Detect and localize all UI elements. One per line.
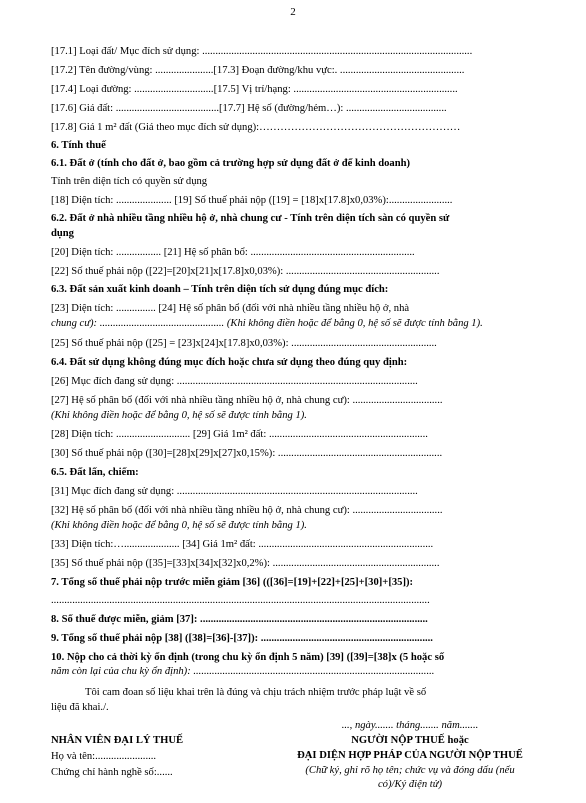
section-6-3-heading: 6.3. Đất sản xuất kinh doanh – Tính trên diện tích sử dụng đúng mục đích: <box>51 284 389 295</box>
field-17-1: [17.1] Loại đất/ Mục đích sử dụng: ...................................................................................................... <box>51 46 473 57</box>
legal-representative-title: ĐẠI DIỆN HỢP PHÁP CỦA NGƯỜI NỘP THUẾ <box>297 750 523 761</box>
section-7-value: ............................................................................................................................................... <box>51 595 430 606</box>
field-18-19: [18] Diện tích: ..................... [19] Số thuế phải nộp ([19] = [18]x[17.8]x0,03%):........................ <box>51 195 453 206</box>
section-6-1-note: Tính trên diện tích có quyền sử dụng <box>51 176 208 187</box>
section-6-5-heading: 6.5. Đất lấn, chiếm: <box>51 467 139 478</box>
agent-title: NHÂN VIÊN ĐẠI LÝ THUẾ <box>51 735 184 746</box>
section-10-note: năm còn lại của chu kỳ ổn định): ........................................................................................... <box>51 666 435 677</box>
commitment-statement: Tôi cam đoan số liệu khai trên là đúng và chịu trách nhiệm trước pháp luật về số <box>85 687 427 698</box>
field-31: [31] Mục đích đang sử dụng: ........................................................................................... <box>51 486 418 497</box>
section-6-4-heading: 6.4. Đất sử dụng không đúng mục đích hoặc chưa sử dụng theo đúng quy định: <box>51 357 408 368</box>
section-9-total-payable: 9. Tổng số thuế phải nộp [38] ([38]=[36]-[37]): ................................................................. <box>51 633 433 644</box>
field-27-note: (Khi không điền hoặc để bằng 0, hệ số sẽ được tính bằng 1). <box>51 410 307 421</box>
section-7-total-before-exemption: 7. Tổng số thuế phải nộp trước miễn giảm [36] (([36]=[19]+[22]+[25]+[30]+[35]): <box>51 577 414 588</box>
field-24-note: chung cư): ............................................... (Khi không điền hoặc để bằng 0, hệ số sẽ được tính bằng 1). <box>51 318 483 329</box>
section-10-stable-period: 10. Nộp cho cả thời kỳ ổn định (trong chu kỳ ổn định 5 năm) [39] ([39]=[38]x (5 hoặc số <box>51 652 445 663</box>
date-line: ..., ngày....... tháng....... năm....... <box>341 720 479 731</box>
taxpayer-title: NGƯỜI NỘP THUẾ hoặc <box>351 735 469 746</box>
field-25: [25] Số thuế phải nộp ([25] = [23]x[24]x[17.8]x0,03%): ....................................................... <box>51 338 437 349</box>
field-26: [26] Mục đích đang sử dụng: ........................................................................................... <box>51 376 418 387</box>
field-22: [22] Số thuế phải nộp ([22]=[20]x[21]x[17.8]x0,03%): .......................................................... <box>51 266 440 277</box>
section-8-exemption: 8. Số thuế được miễn, giảm [37]: ...................................................................................... <box>51 614 428 625</box>
agent-name-field: Họ và tên:....................... <box>51 751 157 762</box>
field-32: [32] Hệ số phân bổ (đối với nhà nhiều tầng nhiều hộ ở, nhà chung cư): .................................. <box>51 505 443 516</box>
page-number: 2 <box>290 6 296 18</box>
field-30: [30] Số thuế phải nộp ([30]=[28]x[29]x[27]x0,15%): .............................................................. <box>51 448 443 459</box>
section-6-2-heading-cont: dụng <box>51 228 74 239</box>
field-17-8: [17.8] Giá 1 m² đất (Giá theo mục đích sử dụng):………………………………………………… <box>51 122 461 133</box>
signature-note: (Chữ ký, ghi rõ họ tên; chức vụ và đóng dấu (nếu <box>305 765 515 776</box>
field-17-2-17-3: [17.2] Tên đường/vùng: ......................[17.3] Đoạn đường/khu vực:. ............................................... <box>51 65 465 76</box>
field-28-29: [28] Diện tích: ............................ [29] Giá 1m² đất: ............................................................ <box>51 429 428 440</box>
field-20-21: [20] Diện tích: ................. [21] Hệ số phân bổ: .............................................................. <box>51 247 415 258</box>
field-27: [27] Hệ số phân bổ (đối với nhà nhiều tầng nhiều hộ ở, nhà chung cư): .................................. <box>51 395 443 406</box>
field-23-24: [23] Diện tích: ............... [24] Hệ số phân bổ (đối với nhà nhiều tầng nhiều hộ ở, nhà <box>51 303 410 314</box>
field-35: [35] Số thuế phải nộp ([35]=[33]x[34]x[32]x0,2%): ............................................................... <box>51 558 440 569</box>
field-17-4-17-5: [17.4] Loại đường: ..............................[17.5] Vị trí/hạng: .............................................................. <box>51 84 458 95</box>
section-6-2-heading: 6.2. Đất ở nhà nhiều tầng nhiều hộ ở, nhà chung cư - Tính trên diện tích sàn có quyền sử <box>51 213 450 224</box>
signature-note-cont: có)/Ký điện tử) <box>377 779 443 790</box>
section-6-heading: 6. Tính thuế <box>51 140 106 151</box>
section-6-1-heading: 6.1. Đất ở (tính cho đất ở, bao gồm cả trường hợp sử dụng đất ở để kinh doanh) <box>51 158 411 169</box>
field-17-6-17-7: [17.6] Giá đất: .......................................[17.7] Hệ số (đường/hẻm…): ...................................... <box>51 103 447 114</box>
commitment-statement-cont: liệu đã khai./. <box>51 702 109 713</box>
field-33-34: [33] Diện tích:…..................... [34] Giá 1m² đất: .................................................................. <box>51 539 434 550</box>
field-32-note: (Khi không điền hoặc để bằng 0, hệ số sẽ được tính bằng 1). <box>51 520 307 531</box>
agent-certificate-field: Chứng chỉ hành nghề số:...... <box>51 767 173 778</box>
